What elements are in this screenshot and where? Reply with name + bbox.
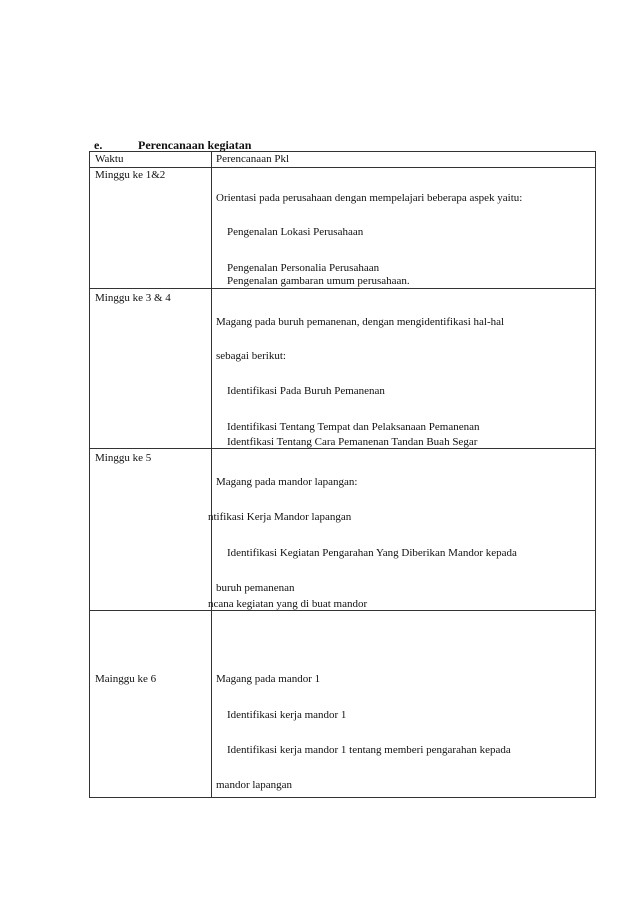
row-2-line-3: Identifikasi Pada Buruh Pemanenan [227, 385, 385, 397]
row-2-line-2: sebagai berikut: [216, 350, 286, 362]
row-time-4: Mainggu ke 6 [95, 673, 157, 685]
row-1-line-4: Pengenalan gambaran umum perusahaan. [227, 275, 410, 287]
row-2-line-5: Identfikasi Tentang Cara Pemanenan Tandan Buah Segar [227, 436, 478, 448]
row-4-line-2: Identifikasi kerja mandor 1 [227, 709, 347, 721]
row-divider [90, 288, 595, 289]
row-4-line-3: Identifikasi kerja mandor 1 tentang memberi pengarahan kepada [227, 744, 511, 756]
row-1-line-2: Pengenalan Lokasi Perusahaan [227, 226, 364, 238]
header-perencanaan: Perencanaan Pkl [216, 153, 289, 165]
row-time-1: Minggu ke 1&2 [95, 169, 166, 181]
section-number: e. [94, 138, 103, 152]
row-3-line-5: ncana kegiatan yang di buat mandor [208, 598, 368, 610]
header-waktu: Waktu [95, 153, 124, 165]
header-divider [90, 167, 595, 168]
row-1-line-1: Orientasi pada perusahaan dengan mempelajari beberapa aspek yaitu: [216, 192, 523, 204]
row-3-line-3: Identifikasi Kegiatan Pengarahan Yang Diberikan Mandor kepada [227, 547, 517, 559]
row-3-line-2: ntifikasi Kerja Mandor lapangan [208, 511, 352, 523]
row-3-line-4: buruh pemanenan [216, 582, 295, 594]
row-time-3: Minggu ke 5 [95, 452, 152, 464]
column-divider [211, 152, 212, 797]
row-3-line-1: Magang pada mandor lapangan: [216, 476, 358, 488]
section-title: Perencanaan kegiatan [138, 138, 252, 152]
row-2-line-4: Identifikasi Tentang Tempat dan Pelaksanaan Pemanenan [227, 421, 480, 433]
row-2-line-1: Magang pada buruh pemanenan, dengan mengidentifikasi hal-hal [216, 316, 505, 328]
row-4-line-1: Magang pada mandor 1 [216, 673, 321, 685]
row-4-line-4: mandor lapangan [216, 779, 293, 791]
row-time-2: Minggu ke 3 & 4 [95, 292, 171, 304]
plan-table [89, 151, 596, 798]
row-1-line-3: Pengenalan Personalia Perusahaan [227, 262, 380, 274]
